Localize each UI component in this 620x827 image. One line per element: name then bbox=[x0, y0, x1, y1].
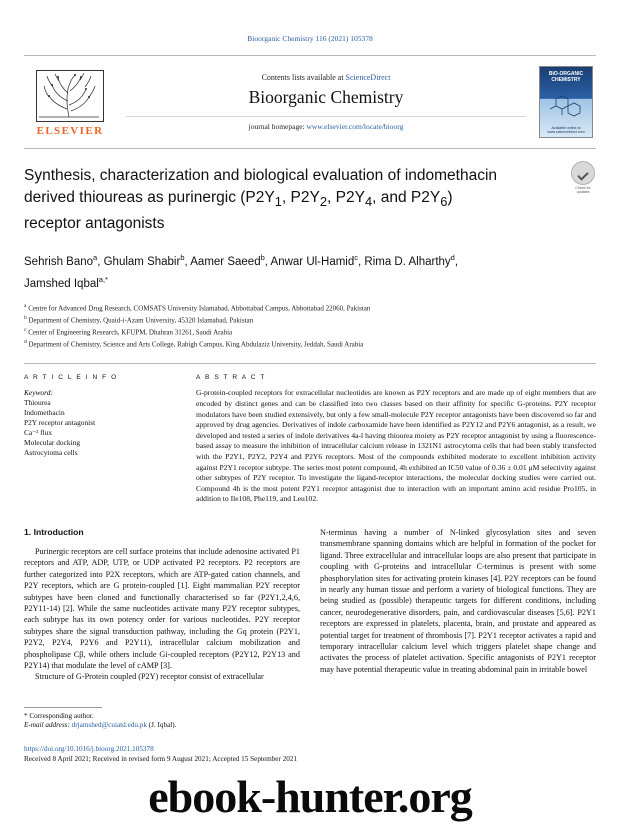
keyword-item: Thiourea bbox=[24, 398, 51, 408]
title-sub-6: 6 bbox=[440, 194, 448, 210]
journal-cover-thumbnail bbox=[536, 56, 596, 148]
crossmark-badge[interactable] bbox=[570, 161, 596, 195]
journal-title: Bioorganic Chemistry bbox=[248, 87, 404, 107]
author-affil-mark: b bbox=[180, 253, 185, 263]
author-affil-mark: a,* bbox=[98, 274, 108, 284]
title-line-2d: , and P2Y bbox=[372, 189, 441, 206]
title-block bbox=[24, 165, 596, 349]
title-line-3: receptor antagonists bbox=[24, 215, 165, 233]
article-info-heading: A R T I C L E I N F O bbox=[24, 374, 118, 382]
title-line-1: Synthesis, characterization and biological evaluation of indomethacin bbox=[24, 167, 498, 184]
keyword-item: Astrocytoma cells bbox=[24, 448, 78, 458]
article-info-column bbox=[24, 374, 174, 505]
affiliation-text: Department of Chemistry, Quaid-i-Azam University, 45320 Islamabad, Pakistan bbox=[28, 316, 254, 324]
title-sub-1: 1 bbox=[274, 194, 282, 210]
author-name: Rima D. Alharthy bbox=[364, 255, 451, 268]
email-suffix: (J. Iqbal). bbox=[146, 721, 177, 730]
keyword-item: Molecular docking bbox=[24, 438, 81, 448]
author-affil-mark: a bbox=[93, 253, 98, 263]
author-affil-mark: d bbox=[450, 253, 455, 263]
affiliation-text: Center of Engineering Research, KFUPM, Dhahran 31261, Saudi Arabia bbox=[28, 327, 233, 336]
email-label: E-mail address: bbox=[24, 721, 72, 730]
body-column-left bbox=[24, 527, 300, 683]
author-name: Aamer Saeed bbox=[190, 255, 261, 268]
author-name: Jamshed Iqbal bbox=[24, 277, 99, 290]
cover-title: BIO-ORGANIC CHEMISTRY bbox=[548, 71, 584, 83]
abstract-text: G-protein-coupled receptors for extracellular nucleotides are known as P2Y receptors and are made up of eight members that are encoded by distinct genes and can be classified into two classes based on their affinity for specific G-proteins. P2Y receptor modulators have been studied extensively, but only a few small-molecule P2Y receptor antagonists have been discovered so far and approved by drug agencies. Derivatives of indole carboxamide have been identified as P2Y12 and P2Y6 antagonist, as a result, we developed and tested a series of indole derivatives 4a-l having thiourea moiety as P2Y receptor antagonist by using a fluorescence-based assay to measure the inhibition of intracellular calcium release in 1321N1 astrocytoma cells that had been stably transfected with the P2Y1, P2Y2, P2Y4 and P2Y6 receptors. Most of the compounds exhibited moderate to excellent inhibition activity against P2Y1 receptor subtype. The series most potent compound, 4h exhibited an IC50 value of 0.36 ± 0.01 μM selectivity against other subtypes of P2Y receptor. To investigate the ligand-receptor interactions, the molecular docking studies were carried out. Compound 4h is the most potent P2Y1 receptor antagonist due to interaction with an important amino acid residue Pro105, in addition to Ile108, Phe119, and Leu102. bbox=[196, 388, 596, 504]
section-title: Introduction bbox=[33, 526, 84, 537]
homepage-link[interactable]: www.elsevier.com/locate/bioorg bbox=[306, 122, 404, 131]
elsevier-logo bbox=[24, 56, 116, 148]
keyword-item: Indomethacin bbox=[24, 408, 65, 418]
affiliation-list bbox=[24, 302, 596, 350]
affiliation-item bbox=[24, 314, 596, 326]
keywords-label: Keyword: bbox=[24, 388, 53, 398]
email-link[interactable]: drjamshed@cuiatd.edu.pk bbox=[71, 721, 147, 730]
title-sub-4: 4 bbox=[364, 194, 373, 210]
affiliation-item bbox=[24, 326, 596, 338]
publication-history: Received 8 April 2021; Received in revised form 9 August 2021; Accepted 15 September 2021 bbox=[24, 754, 298, 763]
affiliation-text: Department of Chemistry, Science and Arts College, Rabigh Campus, King Abdulaziz University, Jeddah, Saudi Arabia bbox=[28, 339, 364, 348]
section-number: 1. bbox=[24, 526, 32, 537]
contents-prefix: Contents lists available at bbox=[261, 73, 346, 82]
keywords-list bbox=[24, 398, 174, 458]
corresponding-author-note: * Corresponding author. bbox=[24, 711, 94, 720]
doi-link[interactable]: https://doi.org/10.1016/j.bioorg.2021.105378 bbox=[24, 745, 154, 754]
affiliation-mark: c bbox=[24, 326, 27, 333]
affiliation-mark: b bbox=[24, 314, 27, 321]
masthead-center bbox=[116, 56, 536, 148]
author-list: Sehrish Bano$^a$, Ghulam Shabir$^b$, Aamer Saeed$^b$, Anwar Ul-Hamid$^c$, Rima D. Alharthy$^d$, Jamshed Iqbal$^{a,*}$ bbox=[24, 253, 459, 290]
crossmark-label: Check for updates bbox=[575, 186, 591, 195]
abstract-heading: A B S T R A C T bbox=[196, 374, 266, 382]
affiliation-text: Centre for Advanced Drug Research, COMSATS University Islamabad, Abbottabad Campus, Abbottabad 22060, Pakistan bbox=[28, 304, 371, 313]
running-head: Bioorganic Chemistry 116 (2021) 105378 bbox=[247, 34, 373, 43]
title-line-2c: , P2Y bbox=[327, 189, 365, 206]
title-line-2b: , P2Y bbox=[281, 189, 320, 206]
author-name: Anwar Ul-Hamid bbox=[270, 255, 355, 268]
journal-masthead bbox=[24, 55, 596, 149]
homepage-prefix: journal homepage: bbox=[248, 122, 307, 131]
footnote-rule bbox=[24, 707, 102, 708]
keyword-item: Ca⁻² flux bbox=[24, 428, 53, 438]
author-name: Ghulam Shabir bbox=[103, 255, 181, 268]
keyword-item: P2Y receptor antagonist bbox=[24, 418, 96, 428]
author-name: Sehrish Bano bbox=[24, 255, 94, 268]
sciencedirect-link[interactable]: ScienceDirect bbox=[345, 73, 391, 82]
elsevier-tree-icon bbox=[36, 70, 104, 122]
abstract-column bbox=[196, 374, 596, 505]
info-abstract-row bbox=[24, 374, 596, 505]
elsevier-wordmark: ELSEVIER bbox=[36, 124, 104, 137]
affiliation-mark: a bbox=[24, 302, 27, 309]
journal-homepage-line bbox=[126, 116, 526, 131]
cover-molecule-graphic bbox=[546, 93, 586, 121]
footnotes bbox=[24, 707, 302, 731]
title-line-2a: derived thioureas as purinergic (P2Y bbox=[24, 189, 275, 206]
paragraph: Structure of G-Protein coupled (P2Y) receptor consist of extracellular bbox=[35, 672, 264, 682]
email-note bbox=[24, 721, 302, 731]
affiliation-mark: d bbox=[24, 338, 27, 345]
title-sub-2: 2 bbox=[319, 194, 328, 210]
cover-image bbox=[539, 66, 593, 138]
section-heading bbox=[24, 527, 300, 537]
body-columns bbox=[24, 527, 596, 683]
body-column-right bbox=[320, 527, 596, 683]
author-affil-mark: b bbox=[260, 253, 265, 263]
paragraph: Purinergic receptors are cell surface proteins that include adenosine activated P1 receptors and ATP, ADP, UTP, or UDP activated P2 receptors. P2 receptors are further categorized into P2X receptors, which are ATP-gated cation channels, and P2Y receptors, which are G protein-coupled [1]. Eight mammalian P2Y receptor subtypes have been cloned and functionally characterised so far (P2Y1,2,4,6, P2Y11-14) [2]. While the same nucleotides activate many P2Y receptor subtypes, each subtype has its own potency order for various nucleotides. P2Y receptor subtypes share the signal transduction pathway, including the Gq protein (P2Y1, P2Y2, P2Y4, P2Y6 and P2Y11), intracellular calcium mobilization and phospholipase Cβ, while others include Gi-coupled receptors (P2Y12, P2Y13 and P2Y14) that modulate the level of cAMP [3]. bbox=[24, 546, 300, 671]
page-title bbox=[24, 165, 504, 235]
affiliation-item bbox=[24, 338, 596, 350]
cover-caption: Available online at www.sciencedirect.com bbox=[547, 126, 585, 134]
affiliation-item bbox=[24, 302, 596, 314]
divider bbox=[24, 363, 596, 364]
author-affil-mark: c bbox=[354, 253, 358, 263]
paragraph: N-terminus having a number of N-linked glycosylation sites and seven transmembrane spanning domains which are helpful in formation of the pocket for ligand. Three extracellular and intracellular loops are also present that participate in coupling with G-proteins and intracellular C-terminus is present with some phosphorylation sites for activating protein kinases [4]. P2Y receptors can be found in nearly any human tissue and perform a variety of biological functions. They are being studied as (possible) therapeutic targets for different conditions, including cancer, neurodegenerative disorders, pain, and cardiovascular diseases [5,6]. P2Y1 receptors are expressed in platelets, placenta, brain, and prostate and appeared as potential target for treatment of thrombosis [7]. P2Y1 receptor activates a rapid and temporary intracellular calcium level which triggers platelet shape change and activates the process of platelet activation. Specific antagonists of P2Y1 receptor may have potential therapeutic value in treating abdominal pain in irritable bowel bbox=[320, 527, 596, 674]
title-line-2e: ) bbox=[447, 189, 453, 206]
contents-line bbox=[262, 73, 391, 82]
watermark: ebook-hunter.org bbox=[0, 765, 620, 827]
crossmark-icon bbox=[571, 161, 595, 185]
